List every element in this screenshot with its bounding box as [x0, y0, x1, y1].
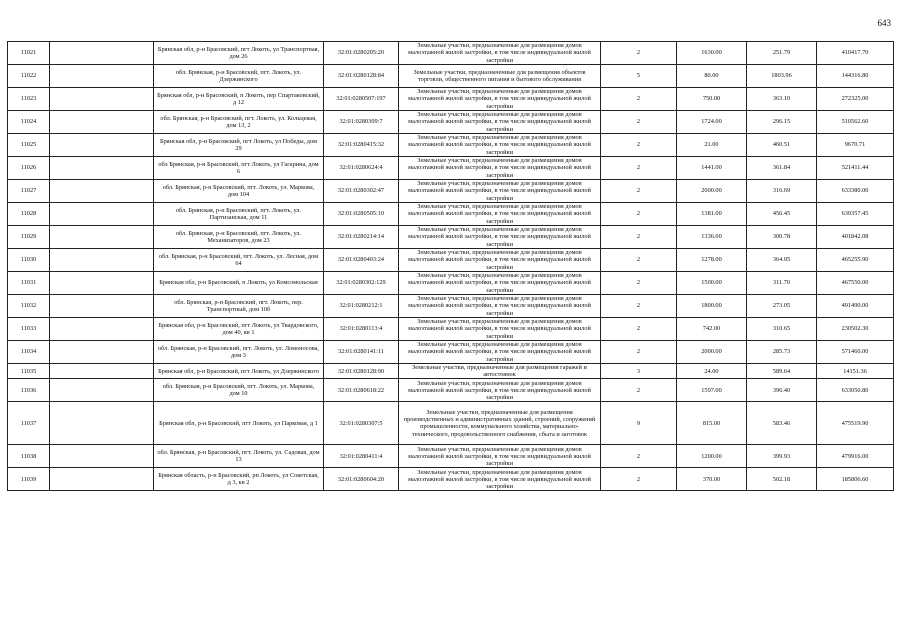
specific-value-cell: 364.05: [747, 249, 817, 272]
area-cell: 370.00: [677, 468, 747, 491]
table-row: [8, 402, 894, 445]
address-cell: обл. Брянская, р-н Брасовский, пгт. Локоть, ул. Лесная, дом 64: [154, 249, 324, 272]
cadastral-value-cell: 630357.45: [817, 203, 894, 226]
record-number: 11027: [8, 180, 50, 203]
area-cell: 1500.00: [677, 272, 747, 295]
empty-cell: [50, 341, 154, 364]
land-use-cell: Земельные участки, предназначенные для размещения гаражей и автостоянок: [399, 364, 601, 379]
table-row: [8, 203, 894, 226]
cadastral-number-cell: 32:01:0280507:197: [324, 88, 399, 111]
specific-value-cell: 589.64: [747, 364, 817, 379]
cadastral-number-cell: 32:01:0280309:7: [324, 111, 399, 134]
cadastral-number-cell: 32:01:0280604:20: [324, 468, 399, 491]
land-use-cell: Земельные участки, предназначенные для размещения производственных и административных зданий, строений, сооружений промышленности, коммунального хозяйства, материально-технического, продовольственного снабжения, сбыта и заготовок: [399, 402, 601, 445]
land-use-cell: Земельные участки, предназначенные для размещения домов малоэтажной жилой застройки, в том числе индивидуальной жилой застройки: [399, 226, 601, 249]
land-use-cell: Земельные участки, предназначенные для размещения домов малоэтажной жилой застройки, в том числе индивидуальной жилой застройки: [399, 42, 601, 65]
table-row: [8, 111, 894, 134]
specific-value-cell: 273.05: [747, 295, 817, 318]
table-row: [8, 445, 894, 468]
empty-cell: [50, 42, 154, 65]
address-cell: обл. Брянская, р-н Брасовский, пгт. Локоть, ул. Дзержинского: [154, 65, 324, 88]
table-row: [8, 468, 894, 491]
record-number: 11036: [8, 379, 50, 402]
empty-cell: [50, 65, 154, 88]
area-cell: 80.00: [677, 65, 747, 88]
record-number: 11026: [8, 157, 50, 180]
address-cell: Брянская обл, р-н Брасовский, п Локоть, ул Комсомольская: [154, 272, 324, 295]
empty-cell: [50, 203, 154, 226]
group-cell: 2: [601, 318, 677, 341]
empty-cell: [50, 134, 154, 157]
group-cell: 9: [601, 402, 677, 445]
address-cell: обл. Брянская, р-н Брасовский, пгт. Локоть, ул. Садовая, дом 13: [154, 445, 324, 468]
cadastral-number-cell: 32:01:0280307:5: [324, 402, 399, 445]
address-cell: обл. Брянская, р-н Брасовский, пгт. Локоть, ул. Маркова, дом 10: [154, 379, 324, 402]
cadastral-value-cell: 521411.44: [817, 157, 894, 180]
area-cell: 2000.00: [677, 180, 747, 203]
record-number: 11025: [8, 134, 50, 157]
table-row: [8, 88, 894, 111]
area-cell: 815.00: [677, 402, 747, 445]
cadastral-number-cell: 32:01:0280214:14: [324, 226, 399, 249]
record-number: 11034: [8, 341, 50, 364]
cadastral-number-cell: 32:01:0280624:4: [324, 157, 399, 180]
specific-value-cell: 502.18: [747, 468, 817, 491]
group-cell: 2: [601, 226, 677, 249]
land-use-cell: Земельные участки, предназначенные для размещения домов малоэтажной жилой застройки, в том числе индивидуальной жилой застройки: [399, 157, 601, 180]
cadastral-number-cell: 32:01:0280128:90: [324, 364, 399, 379]
table-row: [8, 134, 894, 157]
group-cell: 2: [601, 203, 677, 226]
group-cell: 2: [601, 445, 677, 468]
group-cell: 2: [601, 42, 677, 65]
empty-cell: [50, 402, 154, 445]
cadastral-value-cell: 475519.90: [817, 402, 894, 445]
address-cell: обл. Брянская, р-н Брасовский, пгт. Локоть, ул. Кольцевая, дом 13, 2: [154, 111, 324, 134]
land-use-cell: Земельные участки, предназначенные для размещения домов малоэтажной жилой застройки, в том числе индивидуальной жилой застройки: [399, 249, 601, 272]
address-cell: Брянская обл, р-н Брасовский, пгт Локоть, ул Транспортная, дом 26: [154, 42, 324, 65]
area-cell: 2000.00: [677, 341, 747, 364]
land-use-cell: Земельные участки, предназначенные для размещения домов малоэтажной жилой застройки, в том числе индивидуальной жилой застройки: [399, 318, 601, 341]
specific-value-cell: 399.93: [747, 445, 817, 468]
group-cell: 2: [601, 249, 677, 272]
land-use-cell: Земельные участки, предназначенные для размещения домов малоэтажной жилой застройки, в том числе индивидуальной жилой застройки: [399, 468, 601, 491]
address-cell: обл. Брянская, р-н Брасовский, пгт. Локоть, ул. Партизанская, дом 11: [154, 203, 324, 226]
land-use-cell: Земельные участки, предназначенные для размещения домов малоэтажной жилой застройки, в том числе индивидуальной жилой застройки: [399, 379, 601, 402]
table-row: [8, 318, 894, 341]
land-use-cell: Земельные участки, предназначенные для размещения домов малоэтажной жилой застройки, в том числе индивидуальной жилой застройки: [399, 111, 601, 134]
address-cell: Брянская обл, р-н Брасовский, пгт Локоть, ул Твардовского, дом 40, кв 1: [154, 318, 324, 341]
land-use-cell: Земельные участки, предназначенные для размещения домов малоэтажной жилой застройки, в том числе индивидуальной жилой застройки: [399, 272, 601, 295]
table-row: [8, 379, 894, 402]
area-cell: 24.00: [677, 364, 747, 379]
group-cell: 2: [601, 134, 677, 157]
specific-value-cell: 1803.96: [747, 65, 817, 88]
record-number: 11031: [8, 272, 50, 295]
address-cell: обл Брянская, р-н Брасовский, пгт Локоть, ул Гагарина, дом 6: [154, 157, 324, 180]
cadastral-value-cell: 9670.71: [817, 134, 894, 157]
record-number: 11022: [8, 65, 50, 88]
cadastral-number-cell: 32:01:0280205:20: [324, 42, 399, 65]
cadastral-value-cell: 633380.00: [817, 180, 894, 203]
cadastral-number-cell: 32:01:0280128:84: [324, 65, 399, 88]
specific-value-cell: 396.40: [747, 379, 817, 402]
group-cell: 2: [601, 180, 677, 203]
group-cell: 2: [601, 379, 677, 402]
table-row: [8, 180, 894, 203]
empty-cell: [50, 249, 154, 272]
cadastral-value-cell: 401842.08: [817, 226, 894, 249]
address-cell: обл. Брянская, р-н Брасовский, пгт. Локоть, ул. Ломоносова, дом 3: [154, 341, 324, 364]
address-cell: обл. Брянская, р-н Брасовский, пгт. Локоть, ул. Маркова, дом 104: [154, 180, 324, 203]
specific-value-cell: 285.73: [747, 341, 817, 364]
table-row: [8, 226, 894, 249]
address-cell: Брянская обл, р-н Брасовский, п Локоть, пер Спартаковский, д 12: [154, 88, 324, 111]
table-body: [8, 42, 894, 491]
land-use-cell: Земельные участки, предназначенные для размещения домов малоэтажной жилой застройки, в том числе индивидуальной жилой застройки: [399, 341, 601, 364]
area-cell: 742.00: [677, 318, 747, 341]
area-cell: 1441.00: [677, 157, 747, 180]
cadastral-value-cell: 230502.30: [817, 318, 894, 341]
cadastral-number-cell: 32:01:0280212:1: [324, 295, 399, 318]
record-number: 11039: [8, 468, 50, 491]
area-cell: 1630.00: [677, 42, 747, 65]
group-cell: 5: [601, 65, 677, 88]
cadastral-value-cell: 272325.00: [817, 88, 894, 111]
specific-value-cell: 361.84: [747, 157, 817, 180]
cadastral-number-cell: 32:01:0280141:11: [324, 341, 399, 364]
specific-value-cell: 460.51: [747, 134, 817, 157]
cadastral-number-cell: 32:01:0280302:47: [324, 180, 399, 203]
table-row: [8, 295, 894, 318]
land-use-cell: Земельные участки, предназначенные для размещения домов малоэтажной жилой застройки, в том числе индивидуальной жилой застройки: [399, 203, 601, 226]
cadastral-number-cell: 32:01:0280113:4: [324, 318, 399, 341]
area-cell: 1336.00: [677, 226, 747, 249]
group-cell: 2: [601, 157, 677, 180]
cadastral-value-cell: 144316.80: [817, 65, 894, 88]
specific-value-cell: 583.46: [747, 402, 817, 445]
area-cell: 1597.00: [677, 379, 747, 402]
record-number: 11032: [8, 295, 50, 318]
cadastral-value-cell: 185806.60: [817, 468, 894, 491]
empty-cell: [50, 157, 154, 180]
cadastral-number-cell: 32:01:0280618:22: [324, 379, 399, 402]
empty-cell: [50, 272, 154, 295]
address-cell: Брянская область, р-н Брасовский, рп Локоть, ул Советская, д 3, кв 2: [154, 468, 324, 491]
group-cell: 2: [601, 111, 677, 134]
cadastral-number-cell: 32:01:0280505:10: [324, 203, 399, 226]
address-cell: обл. Брянская, р-н Брасовский, пгт. Локоть, ул. Механизаторов, дом 23: [154, 226, 324, 249]
record-number: 11038: [8, 445, 50, 468]
area-cell: 1724.00: [677, 111, 747, 134]
land-use-cell: Земельные участки, предназначенные для размещения домов малоэтажной жилой застройки, в том числе индивидуальной жилой застройки: [399, 88, 601, 111]
empty-cell: [50, 295, 154, 318]
cadastral-value-table: [7, 41, 894, 491]
address-cell: Брянская обл, р-н Брасовский, пгт Локоть, ул Дзержинского: [154, 364, 324, 379]
cadastral-number-cell: 32:01:0280411:4: [324, 445, 399, 468]
specific-value-cell: 456.45: [747, 203, 817, 226]
specific-value-cell: 311.70: [747, 272, 817, 295]
group-cell: 2: [601, 295, 677, 318]
address-cell: Брянская обл, р-н Брасовский, пгт Локоть, ул Победы, дом 29: [154, 134, 324, 157]
area-cell: 21.00: [677, 134, 747, 157]
table-row: [8, 42, 894, 65]
empty-cell: [50, 318, 154, 341]
area-cell: 1200.00: [677, 445, 747, 468]
empty-cell: [50, 445, 154, 468]
group-cell: 2: [601, 341, 677, 364]
record-number: 11028: [8, 203, 50, 226]
empty-cell: [50, 468, 154, 491]
empty-cell: [50, 226, 154, 249]
specific-value-cell: 363.10: [747, 88, 817, 111]
area-cell: 1381.00: [677, 203, 747, 226]
empty-cell: [50, 180, 154, 203]
group-cell: 2: [601, 272, 677, 295]
land-use-cell: Земельные участки, предназначенные для размещения домов малоэтажной жилой застройки, в том числе индивидуальной жилой застройки: [399, 180, 601, 203]
area-cell: 1800.00: [677, 295, 747, 318]
table-row: [8, 364, 894, 379]
area-cell: 1278.00: [677, 249, 747, 272]
table-row: [8, 157, 894, 180]
group-cell: 2: [601, 468, 677, 491]
land-use-cell: Земельные участки, предназначенные для размещения домов малоэтажной жилой застройки, в том числе индивидуальной жилой застройки: [399, 445, 601, 468]
cadastral-value-cell: 571460.00: [817, 341, 894, 364]
record-number: 11030: [8, 249, 50, 272]
cadastral-number-cell: 32:01:0280415:32: [324, 134, 399, 157]
group-cell: 2: [601, 88, 677, 111]
address-cell: Брянская обл, р-н Брасовский, пгт Локоть, ул Парковая, д 1: [154, 402, 324, 445]
table-row: [8, 65, 894, 88]
page-number: 643: [877, 18, 891, 28]
record-number: 11021: [8, 42, 50, 65]
record-number: 11037: [8, 402, 50, 445]
specific-value-cell: 300.78: [747, 226, 817, 249]
cadastral-value-cell: 410417.70: [817, 42, 894, 65]
record-number: 11033: [8, 318, 50, 341]
empty-cell: [50, 111, 154, 134]
empty-cell: [50, 379, 154, 402]
table-row: [8, 249, 894, 272]
table-row: [8, 272, 894, 295]
cadastral-number-cell: 32:01:0280302:129: [324, 272, 399, 295]
specific-value-cell: 310.65: [747, 318, 817, 341]
group-cell: 3: [601, 364, 677, 379]
cadastral-value-cell: 467550.00: [817, 272, 894, 295]
table-row: [8, 341, 894, 364]
area-cell: 750.00: [677, 88, 747, 111]
record-number: 11023: [8, 88, 50, 111]
land-use-cell: Земельные участки, предназначенные для размещения домов малоэтажной жилой застройки, в том числе индивидуальной жилой застройки: [399, 134, 601, 157]
cadastral-value-cell: 14151.36: [817, 364, 894, 379]
specific-value-cell: 316.69: [747, 180, 817, 203]
address-cell: обл. Брянская, р-н Брасовский, пгт. Локоть, пер. Транспортный, дом 10б: [154, 295, 324, 318]
record-number: 11024: [8, 111, 50, 134]
cadastral-value-cell: 633050.80: [817, 379, 894, 402]
cadastral-value-cell: 465255.90: [817, 249, 894, 272]
empty-cell: [50, 88, 154, 111]
record-number: 11035: [8, 364, 50, 379]
specific-value-cell: 296.15: [747, 111, 817, 134]
land-use-cell: Земельные участки, предназначенные для размещения домов малоэтажной жилой застройки, в том числе индивидуальной жилой застройки: [399, 295, 601, 318]
land-use-cell: Земельные участки, предназначенные для размещения объектов торговли, общественного питания и бытового обслуживания: [399, 65, 601, 88]
empty-cell: [50, 364, 154, 379]
cadastral-number-cell: 32:01:0280403:24: [324, 249, 399, 272]
record-number: 11029: [8, 226, 50, 249]
cadastral-value-cell: 491490.00: [817, 295, 894, 318]
cadastral-value-cell: 479916.00: [817, 445, 894, 468]
cadastral-value-cell: 510562.60: [817, 111, 894, 134]
specific-value-cell: 251.79: [747, 42, 817, 65]
